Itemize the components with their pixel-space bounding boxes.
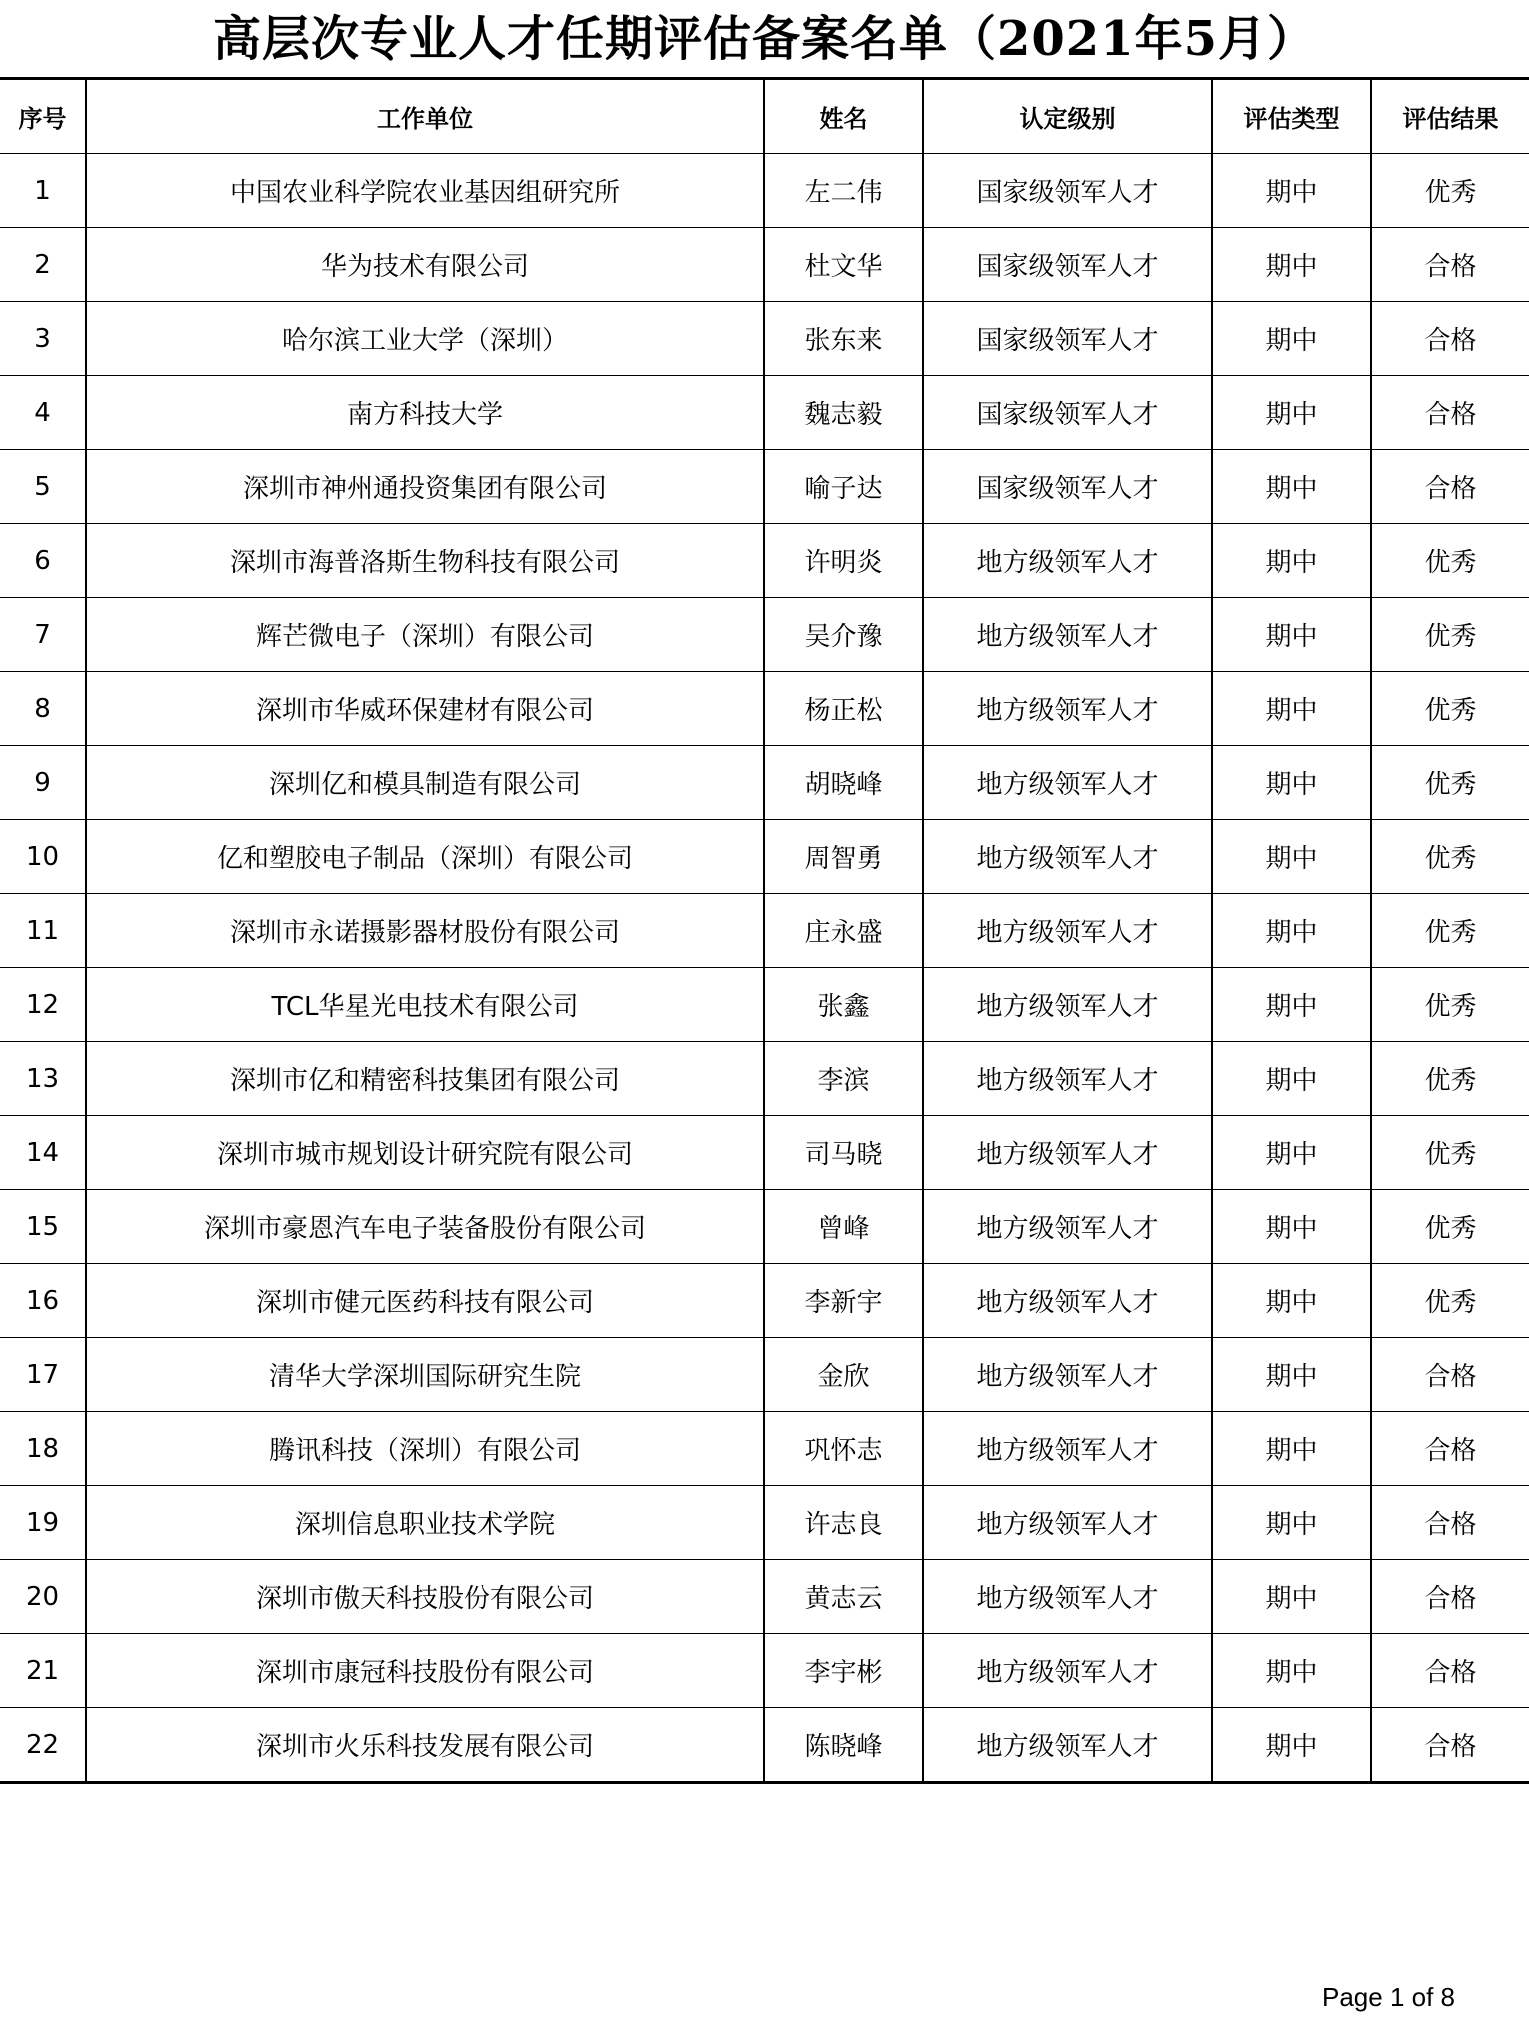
cell-index: 16 (0, 1264, 86, 1338)
cell-eval-result: 合格 (1371, 450, 1529, 524)
cell-level: 地方级领军人才 (923, 1116, 1212, 1190)
cell-name: 左二伟 (764, 154, 923, 228)
table-row (0, 450, 1529, 524)
cell-eval-result: 合格 (1371, 1634, 1529, 1708)
cell-name: 庄永盛 (764, 894, 923, 968)
column-header-index: 序号 (0, 79, 86, 154)
cell-eval-type: 期中 (1212, 1338, 1371, 1412)
cell-level: 地方级领军人才 (923, 820, 1212, 894)
cell-name: 许志良 (764, 1486, 923, 1560)
cell-eval-type: 期中 (1212, 1708, 1371, 1783)
cell-eval-type: 期中 (1212, 228, 1371, 302)
cell-eval-result: 合格 (1371, 376, 1529, 450)
cell-level: 地方级领军人才 (923, 1708, 1212, 1783)
cell-eval-type: 期中 (1212, 1116, 1371, 1190)
cell-index: 20 (0, 1560, 86, 1634)
table-body (0, 154, 1529, 1783)
cell-eval-result: 优秀 (1371, 672, 1529, 746)
cell-index: 10 (0, 820, 86, 894)
cell-eval-result: 优秀 (1371, 154, 1529, 228)
cell-index: 1 (0, 154, 86, 228)
table-row (0, 598, 1529, 672)
cell-employer: 深圳市华威环保建材有限公司 (86, 672, 764, 746)
cell-eval-type: 期中 (1212, 302, 1371, 376)
cell-eval-type: 期中 (1212, 154, 1371, 228)
cell-eval-type: 期中 (1212, 376, 1371, 450)
table-row (0, 820, 1529, 894)
cell-eval-type: 期中 (1212, 598, 1371, 672)
cell-eval-result: 优秀 (1371, 598, 1529, 672)
table-row (0, 228, 1529, 302)
cell-employer: 深圳市傲天科技股份有限公司 (86, 1560, 764, 1634)
cell-eval-type: 期中 (1212, 746, 1371, 820)
cell-eval-result: 优秀 (1371, 968, 1529, 1042)
table-row (0, 1190, 1529, 1264)
cell-name: 金欣 (764, 1338, 923, 1412)
column-header-level: 认定级别 (923, 79, 1212, 154)
cell-employer: 清华大学深圳国际研究生院 (86, 1338, 764, 1412)
cell-level: 地方级领军人才 (923, 1042, 1212, 1116)
cell-index: 4 (0, 376, 86, 450)
cell-eval-result: 合格 (1371, 228, 1529, 302)
cell-name: 许明炎 (764, 524, 923, 598)
table-row (0, 1486, 1529, 1560)
cell-eval-type: 期中 (1212, 1264, 1371, 1338)
table-row (0, 1264, 1529, 1338)
cell-level: 地方级领军人才 (923, 746, 1212, 820)
cell-employer: 南方科技大学 (86, 376, 764, 450)
cell-employer: 深圳市康冠科技股份有限公司 (86, 1634, 764, 1708)
cell-eval-result: 合格 (1371, 1338, 1529, 1412)
cell-eval-result: 合格 (1371, 1708, 1529, 1783)
document-title: 高层次专业人才任期评估备案名单（2021年5月） (213, 11, 1316, 67)
cell-eval-type: 期中 (1212, 820, 1371, 894)
cell-eval-result: 优秀 (1371, 820, 1529, 894)
cell-eval-type: 期中 (1212, 1560, 1371, 1634)
table-row (0, 524, 1529, 598)
cell-level: 地方级领军人才 (923, 894, 1212, 968)
cell-name: 巩怀志 (764, 1412, 923, 1486)
cell-eval-type: 期中 (1212, 894, 1371, 968)
cell-level: 国家级领军人才 (923, 450, 1212, 524)
cell-index: 13 (0, 1042, 86, 1116)
cell-level: 地方级领军人才 (923, 1486, 1212, 1560)
cell-eval-result: 优秀 (1371, 1116, 1529, 1190)
cell-employer: 深圳市海普洛斯生物科技有限公司 (86, 524, 764, 598)
cell-employer: TCL华星光电技术有限公司 (86, 968, 764, 1042)
cell-index: 7 (0, 598, 86, 672)
cell-name: 胡晓峰 (764, 746, 923, 820)
cell-level: 地方级领军人才 (923, 1190, 1212, 1264)
cell-level: 地方级领军人才 (923, 1264, 1212, 1338)
cell-eval-type: 期中 (1212, 1634, 1371, 1708)
table-row (0, 1116, 1529, 1190)
cell-index: 17 (0, 1338, 86, 1412)
table-header (0, 79, 1529, 154)
cell-name: 魏志毅 (764, 376, 923, 450)
cell-eval-result: 优秀 (1371, 1190, 1529, 1264)
cell-eval-result: 优秀 (1371, 894, 1529, 968)
cell-index: 21 (0, 1634, 86, 1708)
cell-eval-result: 合格 (1371, 302, 1529, 376)
cell-eval-type: 期中 (1212, 968, 1371, 1042)
cell-employer: 深圳市火乐科技发展有限公司 (86, 1708, 764, 1783)
cell-index: 12 (0, 968, 86, 1042)
cell-eval-result: 合格 (1371, 1412, 1529, 1486)
cell-name: 张东来 (764, 302, 923, 376)
table-row (0, 1042, 1529, 1116)
cell-index: 11 (0, 894, 86, 968)
cell-employer: 深圳亿和模具制造有限公司 (86, 746, 764, 820)
cell-eval-result: 优秀 (1371, 524, 1529, 598)
cell-name: 李新宇 (764, 1264, 923, 1338)
cell-level: 地方级领军人才 (923, 968, 1212, 1042)
cell-name: 杜文华 (764, 228, 923, 302)
cell-level: 国家级领军人才 (923, 154, 1212, 228)
cell-index: 2 (0, 228, 86, 302)
cell-employer: 深圳市豪恩汽车电子装备股份有限公司 (86, 1190, 764, 1264)
cell-eval-type: 期中 (1212, 672, 1371, 746)
cell-eval-type: 期中 (1212, 1042, 1371, 1116)
cell-index: 19 (0, 1486, 86, 1560)
column-header-eval-type: 评估类型 (1212, 79, 1371, 154)
cell-name: 喻子达 (764, 450, 923, 524)
cell-eval-result: 优秀 (1371, 1264, 1529, 1338)
cell-index: 9 (0, 746, 86, 820)
cell-level: 地方级领军人才 (923, 1412, 1212, 1486)
cell-eval-type: 期中 (1212, 524, 1371, 598)
cell-name: 李宇彬 (764, 1634, 923, 1708)
cell-level: 地方级领军人才 (923, 672, 1212, 746)
column-header-name: 姓名 (764, 79, 923, 154)
table-row (0, 746, 1529, 820)
table-row (0, 968, 1529, 1042)
table-row (0, 1412, 1529, 1486)
table-row (0, 672, 1529, 746)
cell-employer: 腾讯科技（深圳）有限公司 (86, 1412, 764, 1486)
cell-eval-result: 优秀 (1371, 1042, 1529, 1116)
cell-eval-type: 期中 (1212, 450, 1371, 524)
cell-eval-type: 期中 (1212, 1486, 1371, 1560)
cell-index: 8 (0, 672, 86, 746)
cell-employer: 深圳市亿和精密科技集团有限公司 (86, 1042, 764, 1116)
cell-index: 15 (0, 1190, 86, 1264)
cell-index: 18 (0, 1412, 86, 1486)
cell-name: 陈晓峰 (764, 1708, 923, 1783)
cell-level: 国家级领军人才 (923, 376, 1212, 450)
cell-name: 李滨 (764, 1042, 923, 1116)
cell-employer: 中国农业科学院农业基因组研究所 (86, 154, 764, 228)
column-header-employer: 工作单位 (86, 79, 764, 154)
table-row (0, 1634, 1529, 1708)
cell-name: 张鑫 (764, 968, 923, 1042)
cell-employer: 深圳市城市规划设计研究院有限公司 (86, 1116, 764, 1190)
talent-roster-table (0, 77, 1529, 1784)
cell-eval-result: 优秀 (1371, 746, 1529, 820)
cell-employer: 辉芒微电子（深圳）有限公司 (86, 598, 764, 672)
cell-name: 吴介豫 (764, 598, 923, 672)
cell-name: 司马晓 (764, 1116, 923, 1190)
cell-employer: 亿和塑胶电子制品（深圳）有限公司 (86, 820, 764, 894)
cell-index: 5 (0, 450, 86, 524)
cell-index: 3 (0, 302, 86, 376)
table-row (0, 894, 1529, 968)
table-row (0, 154, 1529, 228)
table-row (0, 1708, 1529, 1783)
cell-level: 地方级领军人才 (923, 524, 1212, 598)
cell-level: 地方级领军人才 (923, 1634, 1212, 1708)
page-number: Page 1 of 8 (1322, 1982, 1455, 2012)
cell-eval-type: 期中 (1212, 1412, 1371, 1486)
cell-employer: 哈尔滨工业大学（深圳） (86, 302, 764, 376)
cell-employer: 深圳市神州通投资集团有限公司 (86, 450, 764, 524)
cell-index: 22 (0, 1708, 86, 1783)
cell-name: 周智勇 (764, 820, 923, 894)
cell-name: 黄志云 (764, 1560, 923, 1634)
cell-employer: 华为技术有限公司 (86, 228, 764, 302)
cell-level: 地方级领军人才 (923, 1560, 1212, 1634)
cell-name: 曾峰 (764, 1190, 923, 1264)
table-row (0, 1338, 1529, 1412)
table-row (0, 376, 1529, 450)
cell-index: 6 (0, 524, 86, 598)
cell-name: 杨正松 (764, 672, 923, 746)
cell-eval-type: 期中 (1212, 1190, 1371, 1264)
header-row (0, 79, 1529, 154)
cell-level: 国家级领军人才 (923, 228, 1212, 302)
cell-employer: 深圳市健元医药科技有限公司 (86, 1264, 764, 1338)
cell-employer: 深圳市永诺摄影器材股份有限公司 (86, 894, 764, 968)
cell-level: 国家级领军人才 (923, 302, 1212, 376)
cell-employer: 深圳信息职业技术学院 (86, 1486, 764, 1560)
cell-level: 地方级领军人才 (923, 598, 1212, 672)
cell-eval-result: 合格 (1371, 1560, 1529, 1634)
table-row (0, 1560, 1529, 1634)
cell-eval-result: 合格 (1371, 1486, 1529, 1560)
cell-index: 14 (0, 1116, 86, 1190)
column-header-eval-result: 评估结果 (1371, 79, 1529, 154)
table-row (0, 302, 1529, 376)
cell-level: 地方级领军人才 (923, 1338, 1212, 1412)
